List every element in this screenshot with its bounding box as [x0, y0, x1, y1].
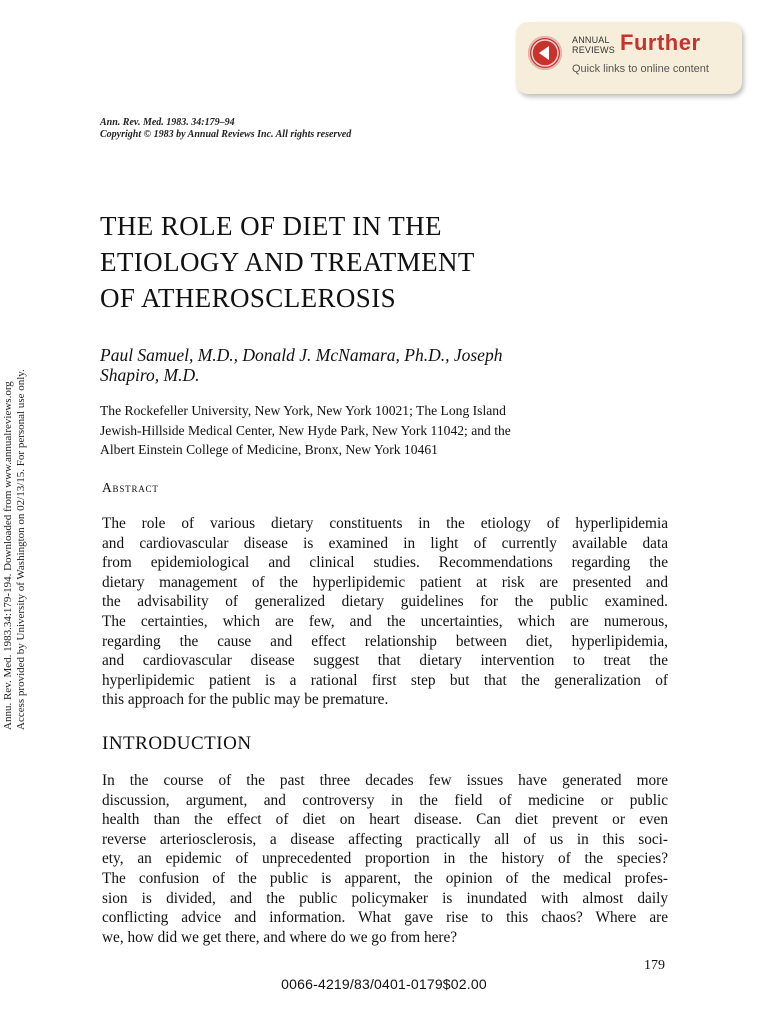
affiliation-line-1: The Rockefeller University, New York, New York 10021; The Long Island	[100, 403, 506, 418]
download-notice	[2, 290, 28, 730]
copyright-line: Copyright © 1983 by Annual Reviews Inc. All rights reserved	[100, 129, 352, 140]
introduction-line: discussion, argument, and controversy in the field of medicine or public	[102, 791, 668, 809]
abstract-heading: Abstract	[102, 480, 159, 495]
abstract-line: this approach for the public may be premature.	[102, 691, 389, 709]
introduction-body	[102, 771, 668, 947]
introduction-line: sion is divided, and the public policymaker is inundated with almost daily	[102, 889, 668, 907]
citation-line: Ann. Rev. Med. 1983. 34:179–94	[100, 117, 235, 128]
abstract-line: The certainties, which are few, and the uncertainties, which are numerous,	[102, 612, 668, 630]
title-line-1: THE ROLE OF DIET IN THE	[100, 211, 442, 241]
download-notice-line-2: Access provided by University of Washington on 02/13/15. For personal use only.	[15, 369, 27, 730]
abstract-line: and cardiovascular disease is examined in light of currently available data	[102, 534, 668, 552]
authors-line-2: Shapiro, M.D.	[100, 365, 200, 385]
authors-line-1: Paul Samuel, M.D., Donald J. McNamara, Ph.D., Joseph	[100, 345, 503, 365]
introduction-line: reverse arteriosclerosis, a disease affecting practically all of us in this soci-	[102, 830, 668, 848]
introduction-line: we, how did we get there, and where do we go from here?	[102, 928, 458, 946]
authors	[100, 345, 660, 385]
introduction-line: In the course of the past three decades few issues have generated more	[102, 772, 668, 789]
download-notice-line-1: Annu. Rev. Med. 1983.34:179-194. Downloaded from www.annualreviews.org	[2, 381, 14, 730]
affiliation	[100, 401, 660, 460]
badge-reviews-word: REVIEWS	[572, 45, 615, 55]
badge-tagline: Quick links to online content	[572, 63, 709, 75]
introduction-line: conflicting advice and information. What gave rise to this chaos? Where are	[102, 909, 668, 927]
play-arrow-icon	[528, 36, 562, 70]
title-line-3: OF ATHEROSCLEROSIS	[100, 283, 397, 313]
abstract-body	[102, 514, 668, 710]
article-code: 0066-4219/83/0401-0179$02.00	[281, 976, 487, 992]
affiliation-line-3: Albert Einstein College of Medicine, Bronx, New York 10461	[100, 442, 438, 457]
badge-further-word: Further	[620, 30, 701, 55]
page-number: 179	[644, 958, 665, 973]
abstract-line: regarding the cause and effect relationship between diet, hyperlipidemia,	[102, 632, 668, 650]
abstract-line: hyperlipidemic patient is a rational first step but that the generalization of	[102, 671, 668, 689]
title-line-2: ETIOLOGY AND TREATMENT	[100, 247, 475, 277]
annual-reviews-further-badge[interactable]	[516, 22, 742, 94]
abstract-line: the advisability of generalized dietary guidelines for the public examined.	[102, 593, 668, 611]
abstract-line: from epidemiological and clinical studies. Recommendations regarding the	[102, 554, 668, 572]
affiliation-line-2: Jewish-Hillside Medical Center, New Hyde Park, New York 11042; and the	[100, 422, 511, 438]
introduction-line: ety, an epidemic of unprecedented proportion in the history of the species?	[102, 850, 668, 868]
introduction-heading: INTRODUCTION	[102, 733, 252, 754]
abstract-line: and cardiovascular disease suggest that dietary intervention to treat the	[102, 652, 668, 670]
abstract-line: The role of various dietary constituents in the etiology of hyperlipidemia	[102, 515, 668, 532]
citation-block	[100, 117, 351, 141]
introduction-line: The confusion of the public is apparent, the opinion of the medical profes-	[102, 869, 668, 887]
introduction-line: health than the effect of diet on heart disease. Can diet prevent or even	[102, 811, 668, 829]
abstract-line: dietary management of the hyperlipidemic patient at risk are presented and	[102, 573, 668, 591]
article-title	[100, 208, 620, 316]
badge-annual-word: ANNUAL	[572, 35, 610, 45]
